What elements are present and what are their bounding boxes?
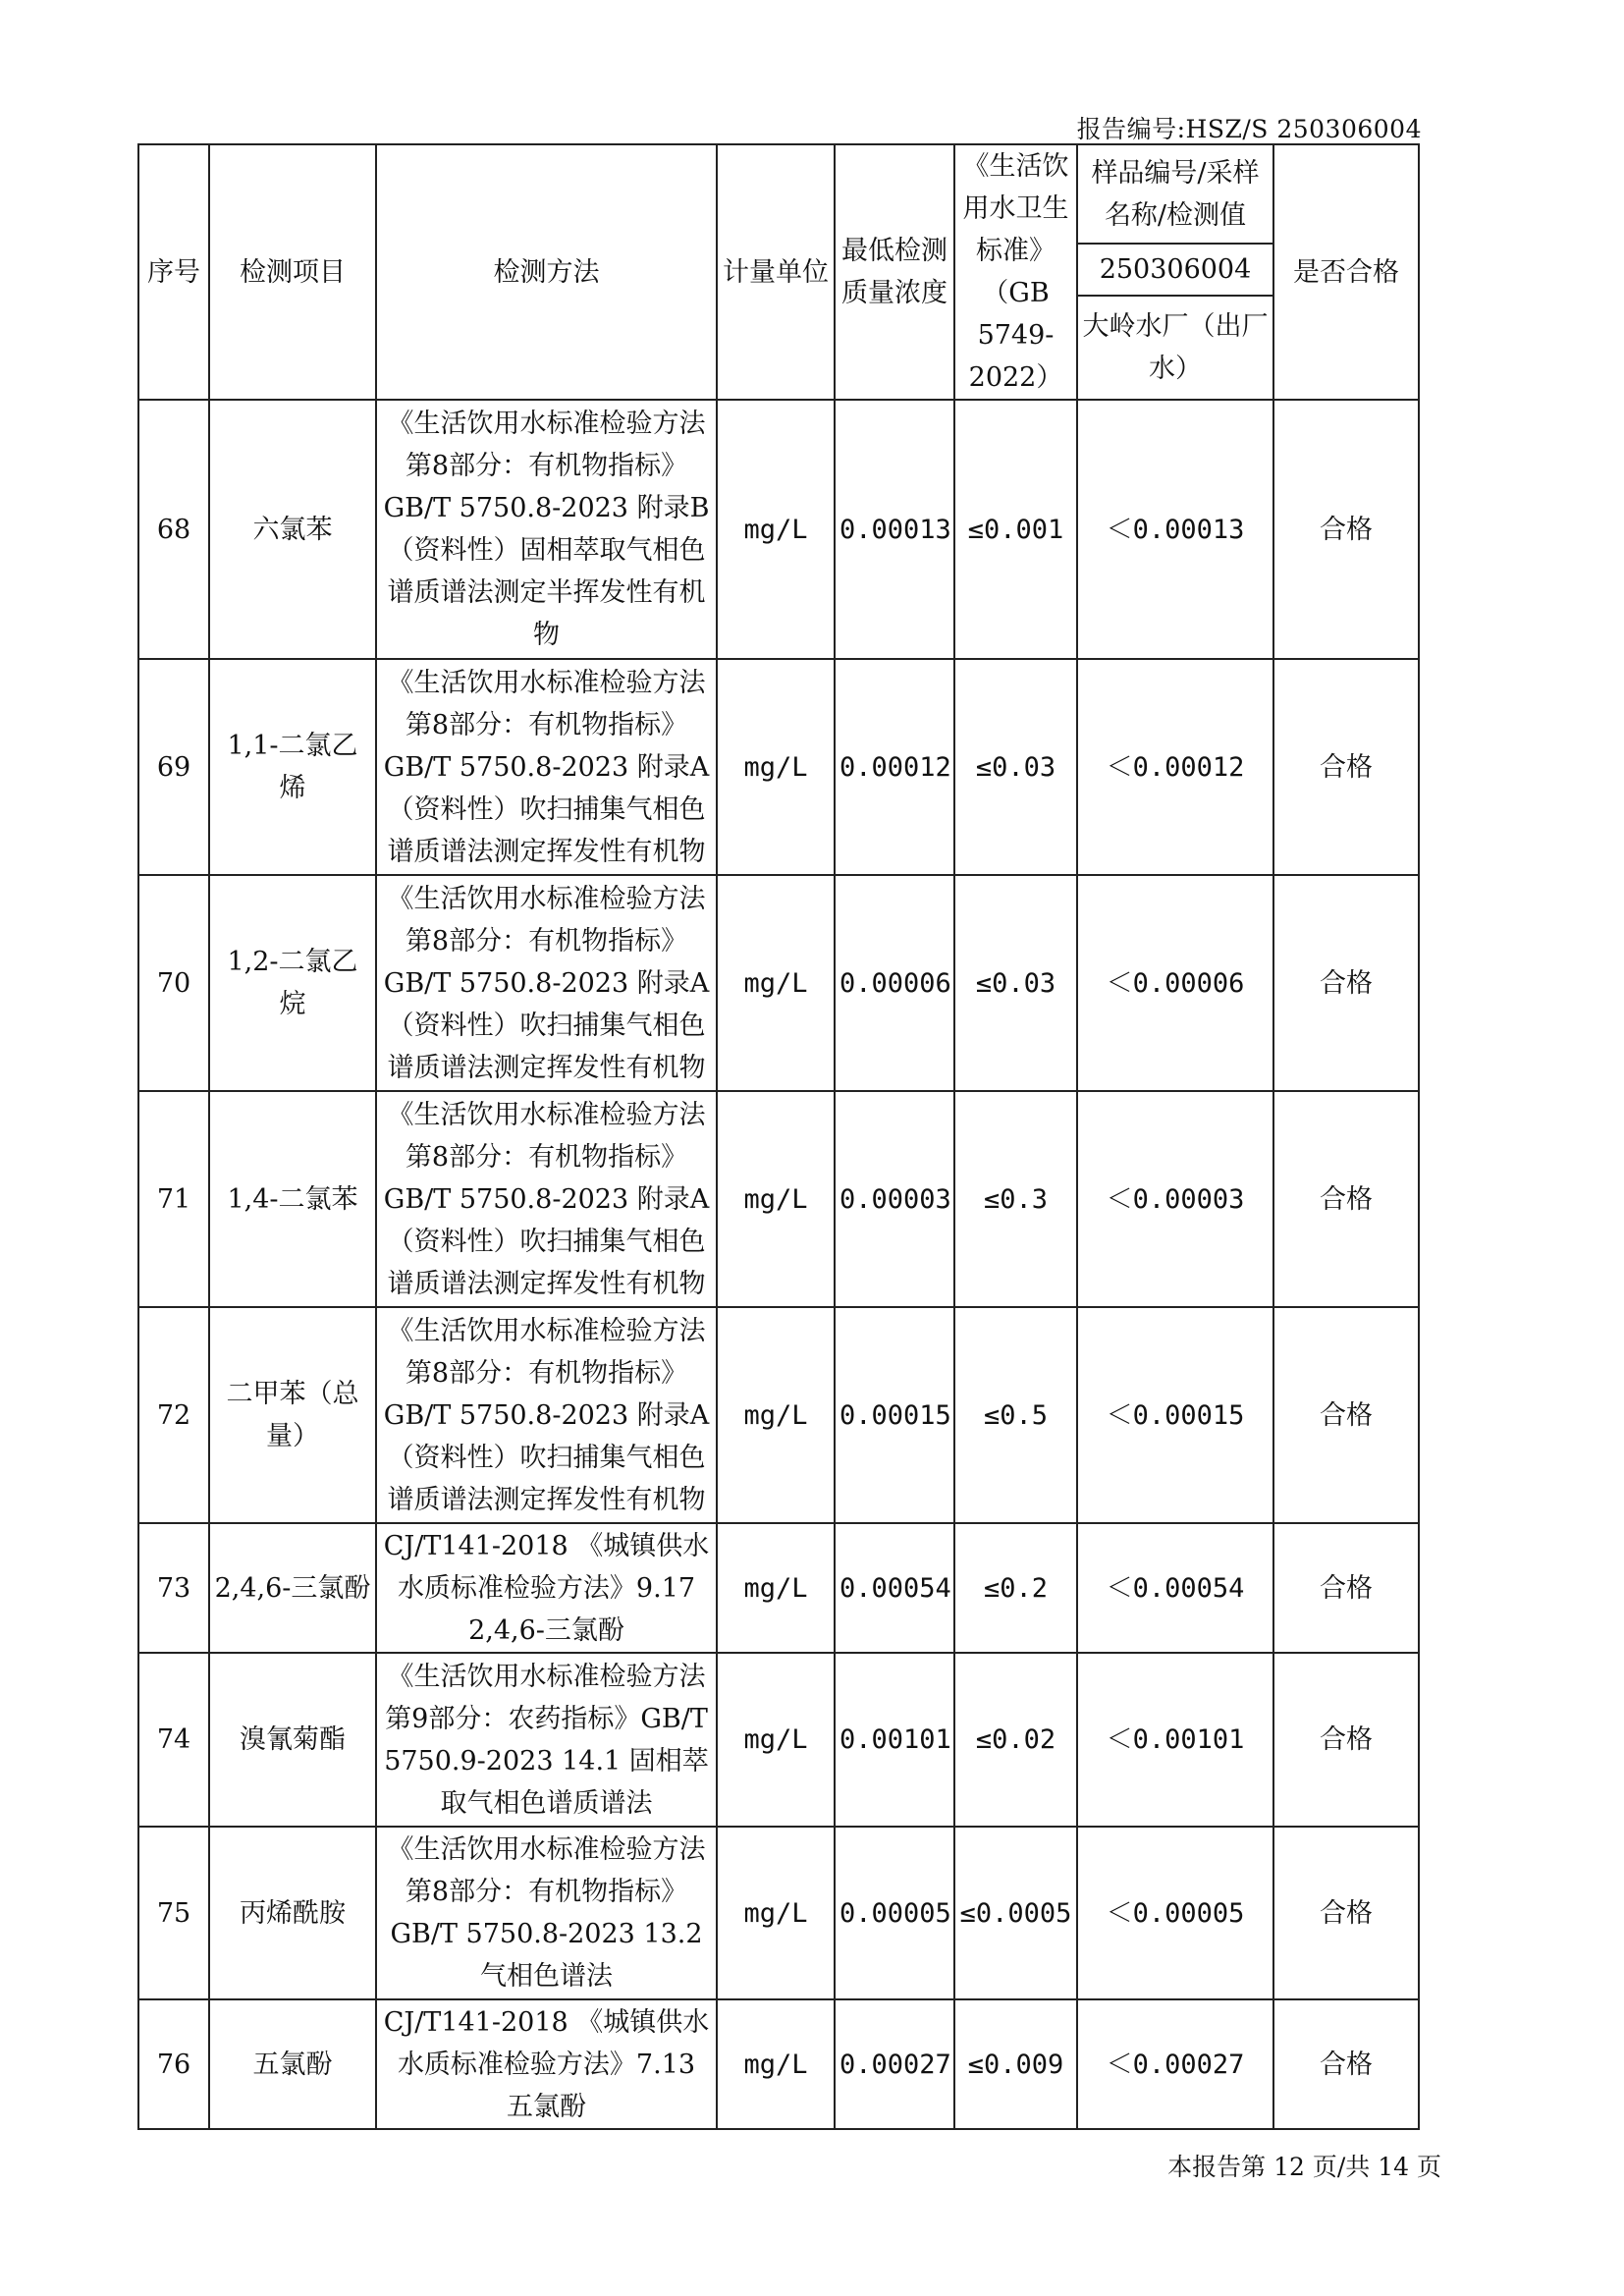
row-limit: ≤0.2 — [954, 1523, 1077, 1653]
table-row — [138, 659, 1419, 875]
row-value: ＜0.00005 — [1077, 1827, 1273, 1999]
row-result: 合格 — [1273, 1827, 1419, 1999]
row-item: 1,1-二氯乙烯 — [209, 659, 376, 875]
report-number: 报告编号:HSZ/S 250306004 — [1076, 115, 1422, 143]
header-sample-name: 大岭水厂（出厂水） — [1077, 296, 1273, 400]
row-item: 2,4,6-三氯酚 — [209, 1523, 376, 1653]
row-method: 《生活饮用水标准检验方法 第8部分：有机物指标》GB/T 5750.8-2023 附录B（资料性）固相萃取气相色谱质谱法测定半挥发性有机物 — [376, 400, 717, 659]
row-min-conc: 0.00054 — [835, 1523, 954, 1653]
results-table — [137, 143, 1420, 2130]
row-item: 溴氰菊酯 — [209, 1653, 376, 1827]
row-result: 合格 — [1273, 1523, 1419, 1653]
row-method: 《生活饮用水标准检验方法 第8部分：有机物指标》GB/T 5750.8-2023 附录A（资料性）吹扫捕集气相色谱质谱法测定挥发性有机物 — [376, 875, 717, 1091]
table-row — [138, 1653, 1419, 1827]
row-unit: mg/L — [717, 1999, 835, 2129]
row-no: 70 — [138, 875, 209, 1091]
header-sample-code: 250306004 — [1077, 244, 1273, 296]
row-method: 《生活饮用水标准检验方法 第8部分：有机物指标》GB/T 5750.8-2023 附录A（资料性）吹扫捕集气相色谱质谱法测定挥发性有机物 — [376, 1307, 717, 1523]
table-row — [138, 875, 1419, 1091]
row-value: ＜0.00027 — [1077, 1999, 1273, 2129]
row-result: 合格 — [1273, 659, 1419, 875]
row-unit: mg/L — [717, 1827, 835, 1999]
row-method: 《生活饮用水标准检验方法 第8部分：有机物指标》GB/T 5750.8-2023 13.2 气相色谱法 — [376, 1827, 717, 1999]
header-min-conc: 最低检测质量浓度 — [835, 144, 954, 400]
row-limit: ≤0.5 — [954, 1307, 1077, 1523]
row-unit: mg/L — [717, 1307, 835, 1523]
row-item: 二甲苯（总量） — [209, 1307, 376, 1523]
row-item: 1,2-二氯乙烷 — [209, 875, 376, 1091]
table-row — [138, 1827, 1419, 1999]
row-min-conc: 0.00003 — [835, 1091, 954, 1307]
row-min-conc: 0.00101 — [835, 1653, 954, 1827]
row-no: 75 — [138, 1827, 209, 1999]
row-no: 68 — [138, 400, 209, 659]
header-standard: 《生活饮用水卫生标准》（GB 5749-2022） — [954, 144, 1077, 400]
row-item: 1,4-二氯苯 — [209, 1091, 376, 1307]
row-unit: mg/L — [717, 1523, 835, 1653]
row-limit: ≤0.009 — [954, 1999, 1077, 2129]
header-item: 检测项目 — [209, 144, 376, 400]
row-result: 合格 — [1273, 400, 1419, 659]
table-row — [138, 1523, 1419, 1653]
row-result: 合格 — [1273, 1653, 1419, 1827]
row-no: 71 — [138, 1091, 209, 1307]
row-value: ＜0.00013 — [1077, 400, 1273, 659]
row-result: 合格 — [1273, 1091, 1419, 1307]
row-value: ＜0.00012 — [1077, 659, 1273, 875]
row-item: 丙烯酰胺 — [209, 1827, 376, 1999]
row-limit: ≤0.001 — [954, 400, 1077, 659]
row-min-conc: 0.00013 — [835, 400, 954, 659]
page-footer: 本报告第 12 页/共 14 页 — [1167, 2153, 1441, 2181]
row-min-conc: 0.00027 — [835, 1999, 954, 2129]
row-item: 六氯苯 — [209, 400, 376, 659]
row-limit: ≤0.03 — [954, 659, 1077, 875]
header-method: 检测方法 — [376, 144, 717, 400]
header-no: 序号 — [138, 144, 209, 400]
row-value: ＜0.00054 — [1077, 1523, 1273, 1653]
row-unit: mg/L — [717, 400, 835, 659]
row-no: 72 — [138, 1307, 209, 1523]
row-result: 合格 — [1273, 1999, 1419, 2129]
row-limit: ≤0.03 — [954, 875, 1077, 1091]
row-unit: mg/L — [717, 1091, 835, 1307]
row-no: 73 — [138, 1523, 209, 1653]
row-min-conc: 0.00015 — [835, 1307, 954, 1523]
row-item: 五氯酚 — [209, 1999, 376, 2129]
header-pass: 是否合格 — [1273, 144, 1419, 400]
row-min-conc: 0.00005 — [835, 1827, 954, 1999]
row-limit: ≤0.02 — [954, 1653, 1077, 1827]
row-value: ＜0.00006 — [1077, 875, 1273, 1091]
row-value: ＜0.00015 — [1077, 1307, 1273, 1523]
header-unit: 计量单位 — [717, 144, 835, 400]
table-row — [138, 1091, 1419, 1307]
row-unit: mg/L — [717, 875, 835, 1091]
row-no: 74 — [138, 1653, 209, 1827]
header-sample-info: 样品编号/采样名称/检测值 — [1077, 144, 1273, 244]
row-min-conc: 0.00012 — [835, 659, 954, 875]
table-row — [138, 1307, 1419, 1523]
row-no: 76 — [138, 1999, 209, 2129]
table-row — [138, 400, 1419, 659]
row-limit: ≤0.0005 — [954, 1827, 1077, 1999]
row-value: ＜0.00101 — [1077, 1653, 1273, 1827]
table-row — [138, 1999, 1419, 2129]
row-unit: mg/L — [717, 1653, 835, 1827]
row-method: CJ/T141-2018 《城镇供水水质标准检验方法》9.17 2,4,6-三氯酚 — [376, 1523, 717, 1653]
row-min-conc: 0.00006 — [835, 875, 954, 1091]
row-value: ＜0.00003 — [1077, 1091, 1273, 1307]
row-unit: mg/L — [717, 659, 835, 875]
row-no: 69 — [138, 659, 209, 875]
row-result: 合格 — [1273, 1307, 1419, 1523]
row-result: 合格 — [1273, 875, 1419, 1091]
row-method: CJ/T141-2018 《城镇供水水质标准检验方法》7.13 五氯酚 — [376, 1999, 717, 2129]
row-method: 《生活饮用水标准检验方法 第9部分：农药指标》GB/T 5750.9-2023 14.1 固相萃取气相色谱质谱法 — [376, 1653, 717, 1827]
row-method: 《生活饮用水标准检验方法 第8部分：有机物指标》GB/T 5750.8-2023 附录A（资料性）吹扫捕集气相色谱质谱法测定挥发性有机物 — [376, 659, 717, 875]
row-method: 《生活饮用水标准检验方法 第8部分：有机物指标》GB/T 5750.8-2023 附录A（资料性）吹扫捕集气相色谱质谱法测定挥发性有机物 — [376, 1091, 717, 1307]
row-limit: ≤0.3 — [954, 1091, 1077, 1307]
